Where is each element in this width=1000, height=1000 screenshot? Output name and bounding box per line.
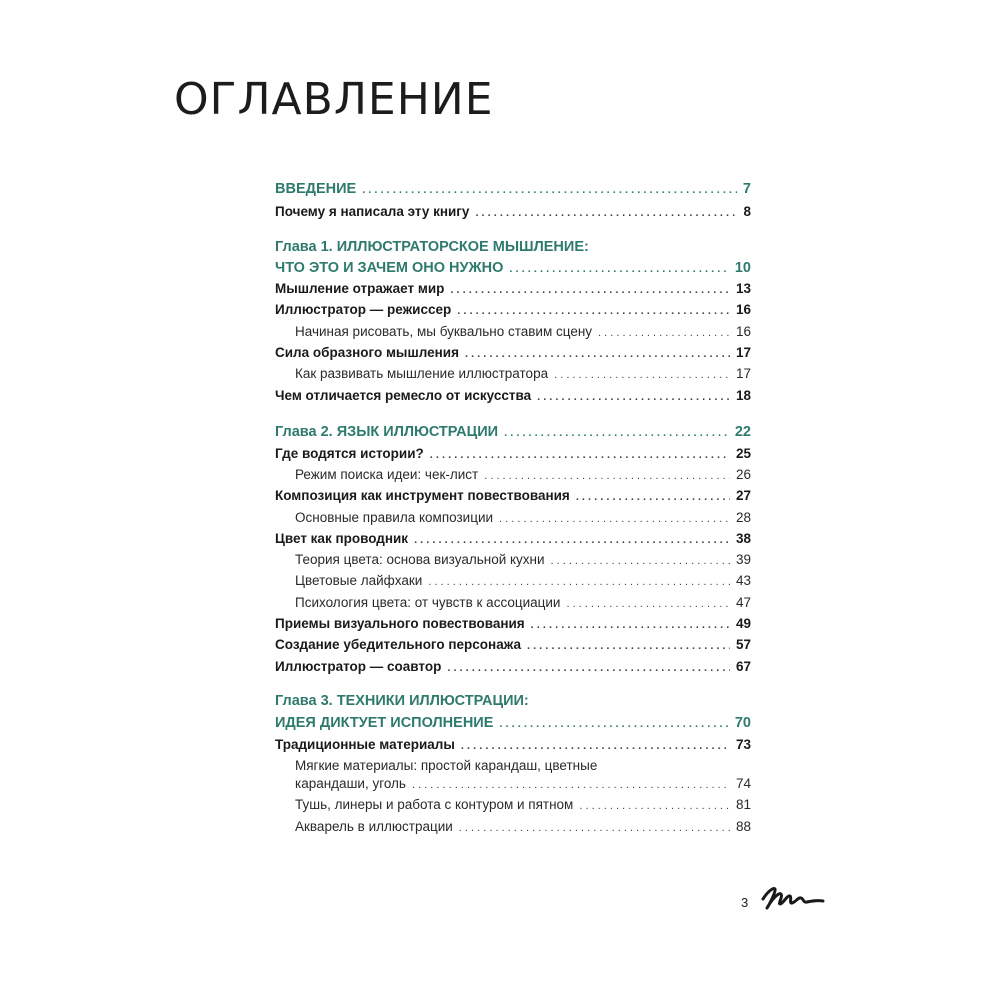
toc-entry-page: 13 xyxy=(735,281,751,296)
toc-entry-label: Иллюстратор — соавтор xyxy=(275,659,442,674)
toc-leader-dots xyxy=(465,349,730,360)
toc-entry-label: ВВЕДЕНИЕ xyxy=(275,181,357,197)
toc-chapter3-title-line1: Глава 3. ТЕХНИКИ ИЛЛЮСТРАЦИИ: xyxy=(275,693,529,709)
toc-leader-dots xyxy=(428,577,730,588)
toc-entry-page: 47 xyxy=(735,595,751,610)
toc-entry-page: 27 xyxy=(735,488,751,503)
toc-leader-dots xyxy=(475,208,737,219)
toc-subentry[interactable] xyxy=(295,325,751,339)
toc-entry-page: 49 xyxy=(735,616,751,631)
toc-entry-label: Почему я написала эту книгу xyxy=(275,204,470,219)
toc-subentry[interactable] xyxy=(295,596,751,610)
toc-entry-why[interactable] xyxy=(275,205,751,219)
toc-entry-label: Композиция как инструмент повествования xyxy=(275,488,570,503)
toc-entry-page: 70 xyxy=(734,715,751,731)
toc-entry-page: 22 xyxy=(734,424,751,440)
toc-chapter1-title-line1: Глава 1. ИЛЛЮСТРАТОРСКОЕ МЫШЛЕНИЕ: xyxy=(275,239,589,255)
toc-entry-page: 57 xyxy=(735,637,751,652)
toc-entry[interactable] xyxy=(275,738,751,752)
toc-entry-page: 28 xyxy=(735,510,751,525)
toc-entry-chapter1[interactable] xyxy=(275,261,751,276)
toc-entry[interactable] xyxy=(275,303,751,317)
toc-subentry[interactable] xyxy=(295,820,751,834)
toc-entry-label: Сила образного мышления xyxy=(275,345,459,360)
toc-entry-label: Тушь, линеры и работа с контуром и пятном xyxy=(295,797,574,812)
toc-entry-label: ЧТО ЭТО И ЗАЧЕМ ОНО НУЖНО xyxy=(275,260,504,276)
toc-entry-page: 74 xyxy=(735,776,751,791)
toc-entry-label: Акварель в иллюстрации xyxy=(295,819,453,834)
toc-entry-page: 18 xyxy=(735,388,751,403)
toc-leader-dots xyxy=(484,471,730,482)
toc-leader-dots xyxy=(412,780,730,791)
toc-leader-dots xyxy=(362,185,737,196)
toc-entry[interactable] xyxy=(275,489,751,503)
toc-entry-page: 16 xyxy=(735,302,751,317)
toc-leader-dots xyxy=(527,641,730,652)
toc-entry-label: Психология цвета: от чувств к ассоциации xyxy=(295,595,561,610)
toc-leader-dots xyxy=(598,328,730,339)
toc-leader-dots xyxy=(576,492,730,503)
toc-entry-page: 10 xyxy=(734,260,751,276)
toc-subentry[interactable] xyxy=(295,468,751,482)
toc-entry-label: Традиционные материалы xyxy=(275,737,455,752)
toc-entry-label: Иллюстратор — режиссер xyxy=(275,302,452,317)
toc-subentry[interactable] xyxy=(295,511,751,525)
toc-subentry[interactable] xyxy=(295,574,751,588)
toc-subentry[interactable] xyxy=(295,367,751,381)
toc-leader-dots xyxy=(461,741,730,752)
toc-leader-dots xyxy=(450,285,730,296)
toc-leader-dots xyxy=(531,620,730,631)
toc-entry-label: Режим поиска идеи: чек-лист xyxy=(295,467,479,482)
toc-entry-page: 38 xyxy=(735,531,751,546)
toc-entry-label: Приемы визуального повествования xyxy=(275,616,525,631)
toc-entry-page: 26 xyxy=(735,467,751,482)
toc-entry-page: 81 xyxy=(735,797,751,812)
toc-entry-page: 25 xyxy=(735,446,751,461)
toc-entry-label: Где водятся истории? xyxy=(275,446,424,461)
toc-entry-label: ИДЕЯ ДИКТУЕТ ИСПОЛНЕНИЕ xyxy=(275,715,494,731)
toc-leader-dots xyxy=(459,823,730,834)
toc-entry-label: Мышление отражает мир xyxy=(275,281,445,296)
toc-entry[interactable] xyxy=(275,638,751,652)
signature-mark-icon xyxy=(760,883,826,913)
toc-entry-page: 7 xyxy=(742,181,751,197)
toc-entry[interactable] xyxy=(275,660,751,674)
toc-entry-page: 39 xyxy=(735,552,751,567)
toc-entry-label: Начиная рисовать, мы буквально ставим сцену xyxy=(295,324,593,339)
page-title: ОГЛАВЛЕНИЕ xyxy=(174,74,494,125)
toc-leader-dots xyxy=(579,801,730,812)
toc-leader-dots xyxy=(566,599,730,610)
toc-entry-label: Цветовые лайфхаки xyxy=(295,573,423,588)
toc-leader-dots xyxy=(430,450,730,461)
toc-entry-page: 17 xyxy=(735,345,751,360)
toc-leader-dots xyxy=(499,719,728,730)
toc-entry[interactable] xyxy=(275,282,751,296)
toc-entry[interactable] xyxy=(275,346,751,360)
toc-leader-dots xyxy=(554,370,730,381)
toc-entry-page: 88 xyxy=(735,819,751,834)
toc-entry-label: Цвет как проводник xyxy=(275,531,409,546)
toc-entry-intro[interactable] xyxy=(275,182,751,197)
toc-entry-label: карандаши, уголь xyxy=(295,776,406,791)
toc-entry-chapter2[interactable] xyxy=(275,425,751,440)
toc-leader-dots xyxy=(499,514,730,525)
toc-entry-label: Создание убедительного персонажа xyxy=(275,637,521,652)
page-number: 3 xyxy=(741,895,749,910)
toc-subentry[interactable] xyxy=(295,798,751,812)
toc-leader-dots xyxy=(414,535,730,546)
toc-entry[interactable] xyxy=(275,532,751,546)
toc-leader-dots xyxy=(509,264,728,275)
toc-entry-label: Чем отличается ремесло от искусства xyxy=(275,388,532,403)
toc-entry-page: 8 xyxy=(743,204,751,219)
toc-entry-page: 67 xyxy=(735,659,751,674)
toc-entry-label: Теория цвета: основа визуальной кухни xyxy=(295,552,545,567)
toc-leader-dots xyxy=(504,428,729,439)
toc-entry[interactable] xyxy=(275,617,751,631)
toc-leader-dots xyxy=(537,392,730,403)
toc-subentry[interactable] xyxy=(295,777,751,791)
toc-leader-dots xyxy=(457,306,730,317)
toc-leader-dots xyxy=(447,663,730,674)
toc-entry-label: Основные правила композиции xyxy=(295,510,494,525)
toc-entry[interactable] xyxy=(275,447,751,461)
toc-entry[interactable] xyxy=(275,389,751,403)
toc-entry-page: 73 xyxy=(735,737,751,752)
toc-entry-label: Глава 2. ЯЗЫК ИЛЛЮСТРАЦИИ xyxy=(275,424,499,440)
toc-entry-page: 43 xyxy=(735,573,751,588)
toc-entry-page: 17 xyxy=(735,366,751,381)
toc-entry-page: 16 xyxy=(735,324,751,339)
toc-entry-label: Как развивать мышление иллюстратора xyxy=(295,366,549,381)
toc-entry-chapter3[interactable] xyxy=(275,716,751,731)
toc-subentry-line1: Мягкие материалы: простой карандаш, цветные xyxy=(295,758,598,773)
toc-subentry[interactable] xyxy=(295,553,751,567)
toc-leader-dots xyxy=(551,556,730,567)
